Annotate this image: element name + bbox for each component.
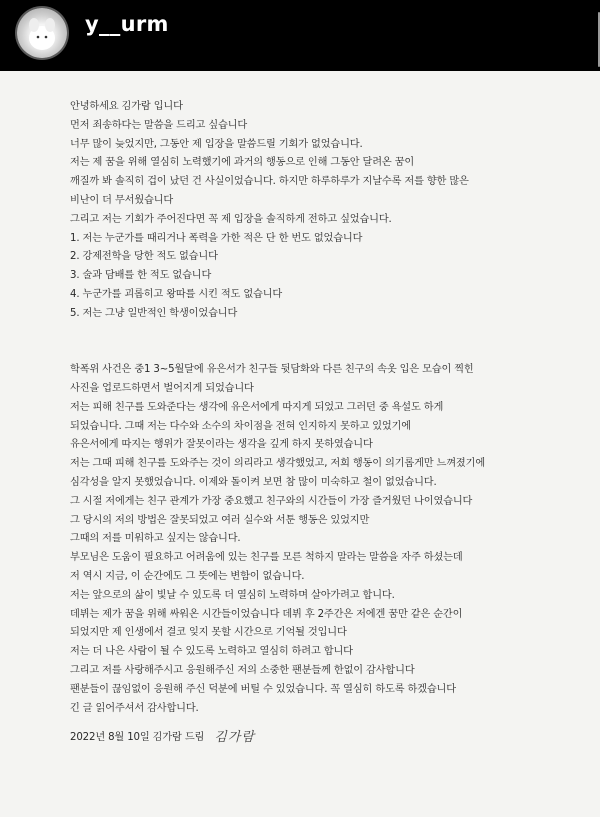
letter-image [0,71,600,817]
letter-line: 긴 글 읽어주셔서 감사합니다. [70,702,199,714]
letter-line: 먼저 죄송하다는 말씀을 드리고 싶습니다 [70,119,248,131]
letter-line: 데뷔는 제가 꿈을 위해 싸워온 시간들이었습니다 데뷔 후 2주간은 저에겐 꿈만 같은 순간이 [70,608,463,620]
list-item: 4. 누군가를 괴롭히고 왕따를 시킨 적도 없습니다 [70,288,283,300]
letter-line: 그리고 저는 기회가 주어진다면 꼭 제 입장을 솔직하게 전하고 싶었습니다. [70,213,392,225]
letter-line: 되었지만 제 인생에서 결코 잊지 못할 시간으로 기억될 것입니다 [70,627,347,639]
letter-line: 저는 제 꿈을 위해 열심히 노력했기에 과거의 행동으로 인해 그동안 달려온 꿈이 [70,157,415,169]
letter-line: 심각성을 알지 못했었습니다. 이제와 돌이켜 보면 참 많이 미숙하고 철이 없었습니다. [70,476,437,488]
list-item: 5. 저는 그냥 일반적인 학생이었습니다 [70,307,238,319]
letter-line: 저 역시 지금, 이 순간에도 그 뜻에는 변함이 없습니다. [70,570,305,582]
letter-line: 팬분들이 끊임없이 응원해 주신 덕분에 버틸 수 있었습니다. 꼭 열심히 하도록 하겠습니다 [70,683,456,695]
avatar-image [17,8,67,58]
letter-line: 너무 많이 늦었지만, 그동안 제 입장을 말씀드릴 기회가 없었습니다. [70,138,363,150]
paragraph-gap [70,342,540,361]
letter-line: 저는 그때 피해 친구를 도와주는 것이 의리라고 생각했었고, 저희 행동이 의기롭게만 느껴졌기에 [70,458,486,470]
list-item: 2. 강제전학을 당한 적도 없습니다 [70,251,218,263]
username[interactable]: y__urm [85,12,169,36]
avatar[interactable] [17,8,67,58]
letter-signoff [70,729,540,748]
paragraph-gap [70,324,540,343]
date-line: 2022년 8월 10일 김가람 드림 [70,732,205,744]
signature: 김가람 [214,730,255,746]
letter-line: 저는 더 나은 사람이 될 수 있도록 노력하고 열심히 하려고 합니다 [70,646,353,658]
letter-line: 그 당시의 저의 방법은 잘못되었고 여러 실수와 서툰 행동은 있었지만 [70,514,370,526]
letter-line: 저는 앞으로의 삶이 빛날 수 있도록 더 열심히 노력하며 살아가려고 합니다. [70,589,395,601]
list-item: 3. 술과 담배를 한 적도 없습니다 [70,270,212,282]
letter-line: 유은서에게 따지는 행위가 잘못이라는 생각을 깊게 하지 못하였습니다 [70,439,373,451]
letter-line: 그때의 저를 미워하고 싶지는 않습니다. [70,533,241,545]
letter-line: 저는 피해 친구를 도와준다는 생각에 유은서에게 따지게 되었고 그러던 중 욕설도 하게 [70,401,444,413]
apology-letter [70,98,540,748]
profile-header [0,0,600,71]
letter-line: 깨질까 봐 솔직히 겁이 났던 건 사실이었습니다. 하지만 하루하루가 지날수록 저를 향한 많은 [70,176,469,188]
letter-line: 그리고 저를 사랑해주시고 응원해주신 저의 소중한 팬분들께 한없이 감사합니다 [70,664,415,676]
list-item: 1. 저는 누군가를 때리거나 폭력을 가한 적은 단 한 번도 없었습니다 [70,232,363,244]
letter-line: 부모님은 도움이 필요하고 어려움에 있는 친구를 모른 척하지 말라는 말씀을 자주 하셨는데 [70,552,463,564]
letter-line: 학폭위 사건은 중1 3~5월달에 유은서가 친구들 뒷담화와 다른 친구의 속옷 입은 모습이 찍힌 [70,364,474,376]
letter-line: 사진을 업로드하면서 벌어지게 되었습니다 [70,382,254,394]
letter-line: 비난이 더 무서웠습니다 [70,194,174,206]
letter-line: 그 시절 저에게는 친구 관계가 가장 중요했고 친구와의 시간들이 가장 즐거웠던 나이였습니다 [70,495,473,507]
letter-line: 안녕하세요 김가람 입니다 [70,101,183,112]
letter-line: 되었습니다. 그때 저는 다수와 소수의 차이점을 전혀 인지하지 못하고 있었기에 [70,420,411,432]
